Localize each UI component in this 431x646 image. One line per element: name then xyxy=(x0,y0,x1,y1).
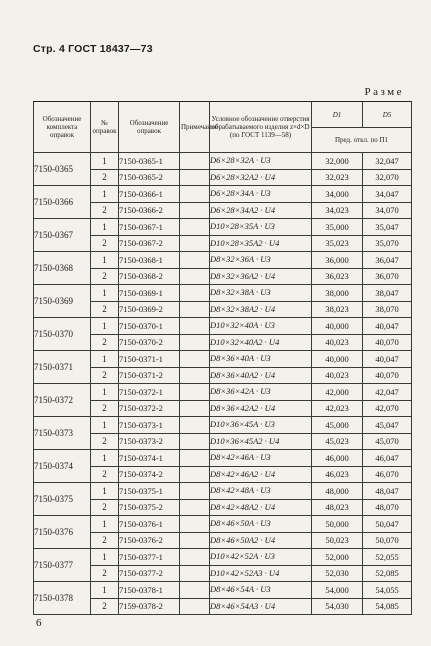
d1-value: 35,023 xyxy=(312,235,363,252)
d5-value: 54,055 xyxy=(363,582,412,599)
note-cell xyxy=(180,400,210,417)
note-cell xyxy=(180,351,210,368)
note-cell xyxy=(180,219,210,236)
table-row xyxy=(34,351,412,368)
d1-value: 46,000 xyxy=(312,450,363,467)
page-header: Стр. 4 ГОСТ 18437—73 xyxy=(33,43,153,55)
table-row xyxy=(34,582,412,599)
oprav-number: 2 xyxy=(91,202,119,219)
oprav-number: 2 xyxy=(91,367,119,384)
oprav-designation: 7150-0372-1 xyxy=(119,384,180,401)
note-cell xyxy=(180,532,210,549)
oprav-number: 2 xyxy=(91,301,119,318)
note-cell xyxy=(180,582,210,599)
set-cell: 7150-0378 xyxy=(34,582,91,615)
oprav-number: 2 xyxy=(91,598,119,615)
d1-value: 38,023 xyxy=(312,301,363,318)
hole-condition: D8×42×48A · U3 xyxy=(210,483,312,500)
col-header-condition: Условное обозначение отверстия обрабатываемого изделия z×d×D (по ГОСТ 1139—58) xyxy=(210,102,312,153)
hole-condition: D8×32×36A · U3 xyxy=(210,252,312,269)
oprav-designation: 7150-0365-1 xyxy=(119,153,180,170)
hole-condition: D8×42×46A2 · U4 xyxy=(210,466,312,483)
d5-value: 35,070 xyxy=(363,235,412,252)
table-row xyxy=(34,499,412,516)
note-cell xyxy=(180,549,210,566)
d5-value: 42,070 xyxy=(363,400,412,417)
d5-value: 32,070 xyxy=(363,169,412,186)
table-body xyxy=(34,153,412,615)
oprav-number: 1 xyxy=(91,549,119,566)
table-row xyxy=(34,285,412,302)
oprav-number: 1 xyxy=(91,417,119,434)
oprav-number: 2 xyxy=(91,565,119,582)
d5-value: 34,070 xyxy=(363,202,412,219)
note-cell xyxy=(180,466,210,483)
table-row xyxy=(34,450,412,467)
oprav-designation: 7150-0377-1 xyxy=(119,549,180,566)
d1-value: 34,023 xyxy=(312,202,363,219)
table-row xyxy=(34,153,412,170)
note-cell xyxy=(180,318,210,335)
d1-value: 42,000 xyxy=(312,384,363,401)
d5-value: 40,047 xyxy=(363,318,412,335)
note-cell xyxy=(180,598,210,615)
page-number: 6 xyxy=(36,617,42,629)
note-cell xyxy=(180,153,210,170)
table-row xyxy=(34,417,412,434)
oprav-number: 2 xyxy=(91,532,119,549)
d5-value: 35,047 xyxy=(363,219,412,236)
table-row xyxy=(34,334,412,351)
table-row xyxy=(34,433,412,450)
col-header-designation: Обозначение оправок xyxy=(119,102,180,153)
table-row xyxy=(34,252,412,269)
set-cell: 7150-0366 xyxy=(34,186,91,219)
hole-condition: D8×42×46A · U3 xyxy=(210,450,312,467)
oprav-designation: 7150-0372-2 xyxy=(119,400,180,417)
oprav-number: 1 xyxy=(91,219,119,236)
hole-condition: D6×28×32A2 · U4 xyxy=(210,169,312,186)
d1-value: 46,023 xyxy=(312,466,363,483)
col-header-d1: D1 xyxy=(312,102,363,128)
oprav-number: 1 xyxy=(91,483,119,500)
size-section-label: Разме xyxy=(364,86,404,98)
d5-value: 40,070 xyxy=(363,334,412,351)
oprav-designation: 7150-0375-1 xyxy=(119,483,180,500)
d1-value: 36,023 xyxy=(312,268,363,285)
table-row xyxy=(34,598,412,615)
table-row xyxy=(34,301,412,318)
set-cell: 7150-0365 xyxy=(34,153,91,186)
oprav-designation: 7150-0367-1 xyxy=(119,219,180,236)
note-cell xyxy=(180,417,210,434)
oprav-designation: 7150-0376-2 xyxy=(119,532,180,549)
d5-value: 40,070 xyxy=(363,367,412,384)
set-cell: 7150-0377 xyxy=(34,549,91,582)
d5-value: 45,047 xyxy=(363,417,412,434)
d1-value: 40,023 xyxy=(312,367,363,384)
d1-value: 34,000 xyxy=(312,186,363,203)
d5-value: 52,085 xyxy=(363,565,412,582)
oprav-designation: 7150-0370-2 xyxy=(119,334,180,351)
oprav-number: 2 xyxy=(91,169,119,186)
oprav-designation: 7150-0370-1 xyxy=(119,318,180,335)
hole-condition: D8×42×48A2 · U4 xyxy=(210,499,312,516)
hole-condition: D10×32×40A · U3 xyxy=(210,318,312,335)
d5-value: 46,070 xyxy=(363,466,412,483)
hole-condition: D10×42×52A · U3 xyxy=(210,549,312,566)
d5-value: 38,047 xyxy=(363,285,412,302)
oprav-number: 1 xyxy=(91,186,119,203)
d5-value: 42,047 xyxy=(363,384,412,401)
note-cell xyxy=(180,285,210,302)
oprav-designation: 7150-0376-1 xyxy=(119,516,180,533)
hole-condition: D10×42×52A3 · U4 xyxy=(210,565,312,582)
oprav-designation: 7150-0378-1 xyxy=(119,582,180,599)
note-cell xyxy=(180,384,210,401)
note-cell xyxy=(180,169,210,186)
oprav-number: 1 xyxy=(91,582,119,599)
table-row xyxy=(34,549,412,566)
note-cell xyxy=(180,301,210,318)
d5-value: 52,055 xyxy=(363,549,412,566)
hole-condition: D8×32×38A · U3 xyxy=(210,285,312,302)
d1-value: 35,000 xyxy=(312,219,363,236)
table-row xyxy=(34,532,412,549)
table-row xyxy=(34,466,412,483)
hole-condition: D8×46×54A3 · U4 xyxy=(210,598,312,615)
table-row xyxy=(34,186,412,203)
hole-condition: D8×46×54A · U3 xyxy=(210,582,312,599)
d5-value: 54,085 xyxy=(363,598,412,615)
note-cell xyxy=(180,516,210,533)
oprav-designation: 7159-0378-2 xyxy=(119,598,180,615)
oprav-designation: 7150-0377-2 xyxy=(119,565,180,582)
note-cell xyxy=(180,499,210,516)
oprav-designation: 7150-0369-1 xyxy=(119,285,180,302)
oprav-designation: 7150-0375-2 xyxy=(119,499,180,516)
d1-value: 40,023 xyxy=(312,334,363,351)
hole-condition: D6×28×34A2 · U4 xyxy=(210,202,312,219)
d1-value: 32,000 xyxy=(312,153,363,170)
set-cell: 7150-0371 xyxy=(34,351,91,384)
note-cell xyxy=(180,433,210,450)
oprav-designation: 7150-0374-2 xyxy=(119,466,180,483)
hole-condition: D8×36×42A · U3 xyxy=(210,384,312,401)
set-cell: 7150-0372 xyxy=(34,384,91,417)
table-row xyxy=(34,169,412,186)
table-row xyxy=(34,318,412,335)
set-cell: 7150-0370 xyxy=(34,318,91,351)
oprav-number: 1 xyxy=(91,384,119,401)
col-header-num: № оправок xyxy=(91,102,119,153)
d1-value: 32,023 xyxy=(312,169,363,186)
hole-condition: D8×32×38A2 · U4 xyxy=(210,301,312,318)
table-row xyxy=(34,202,412,219)
table-row xyxy=(34,565,412,582)
note-cell xyxy=(180,186,210,203)
d5-value: 45,070 xyxy=(363,433,412,450)
oprav-designation: 7150-0369-2 xyxy=(119,301,180,318)
oprav-number: 1 xyxy=(91,450,119,467)
hole-condition: D8×32×36A2 · U4 xyxy=(210,268,312,285)
hole-condition: D8×46×50A · U3 xyxy=(210,516,312,533)
table-row xyxy=(34,400,412,417)
mandrel-table xyxy=(33,101,412,615)
oprav-designation: 7150-0366-1 xyxy=(119,186,180,203)
col-header-tolerance: Пред. откл. по П1 xyxy=(312,128,412,153)
oprav-designation: 7150-0371-1 xyxy=(119,351,180,368)
set-cell: 7150-0373 xyxy=(34,417,91,450)
d5-value: 48,047 xyxy=(363,483,412,500)
d5-value: 50,070 xyxy=(363,532,412,549)
hole-condition: D8×36×40A2 · U4 xyxy=(210,367,312,384)
d5-value: 50,047 xyxy=(363,516,412,533)
d5-value: 36,047 xyxy=(363,252,412,269)
d1-value: 45,000 xyxy=(312,417,363,434)
oprav-number: 1 xyxy=(91,318,119,335)
oprav-designation: 7150-0367-2 xyxy=(119,235,180,252)
oprav-number: 1 xyxy=(91,285,119,302)
oprav-number: 2 xyxy=(91,433,119,450)
hole-condition: D10×32×40A2 · U4 xyxy=(210,334,312,351)
col-header-set: Обозначение комплекта оправок xyxy=(34,102,91,153)
oprav-number: 2 xyxy=(91,268,119,285)
d1-value: 48,023 xyxy=(312,499,363,516)
oprav-number: 2 xyxy=(91,235,119,252)
set-cell: 7150-0374 xyxy=(34,450,91,483)
set-cell: 7150-0368 xyxy=(34,252,91,285)
d1-value: 50,023 xyxy=(312,532,363,549)
d1-value: 40,000 xyxy=(312,351,363,368)
oprav-number: 1 xyxy=(91,516,119,533)
note-cell xyxy=(180,483,210,500)
note-cell xyxy=(180,202,210,219)
col-header-note: Примечание xyxy=(180,102,210,153)
col-header-d5: D5 xyxy=(363,102,412,128)
d5-value: 34,047 xyxy=(363,186,412,203)
oprav-number: 1 xyxy=(91,153,119,170)
d1-value: 45,023 xyxy=(312,433,363,450)
oprav-number: 1 xyxy=(91,252,119,269)
note-cell xyxy=(180,268,210,285)
note-cell xyxy=(180,252,210,269)
d1-value: 54,000 xyxy=(312,582,363,599)
set-cell: 7150-0375 xyxy=(34,483,91,516)
d5-value: 32,047 xyxy=(363,153,412,170)
hole-condition: D10×28×35A2 · U4 xyxy=(210,235,312,252)
table-row xyxy=(34,219,412,236)
hole-condition: D10×28×35A · U3 xyxy=(210,219,312,236)
d5-value: 36,070 xyxy=(363,268,412,285)
hole-condition: D10×36×45A2 · U4 xyxy=(210,433,312,450)
set-cell: 7150-0369 xyxy=(34,285,91,318)
note-cell xyxy=(180,367,210,384)
d1-value: 38,000 xyxy=(312,285,363,302)
oprav-number: 2 xyxy=(91,400,119,417)
oprav-designation: 7150-0368-1 xyxy=(119,252,180,269)
oprav-number: 2 xyxy=(91,466,119,483)
table-row xyxy=(34,367,412,384)
hole-condition: D6×28×34A · U3 xyxy=(210,186,312,203)
oprav-designation: 7150-0373-2 xyxy=(119,433,180,450)
oprav-designation: 7150-0366-2 xyxy=(119,202,180,219)
d1-value: 36,000 xyxy=(312,252,363,269)
d5-value: 46,047 xyxy=(363,450,412,467)
oprav-designation: 7150-0368-2 xyxy=(119,268,180,285)
hole-condition: D8×46×50A2 · U4 xyxy=(210,532,312,549)
note-cell xyxy=(180,334,210,351)
table-row xyxy=(34,268,412,285)
table-row xyxy=(34,235,412,252)
hole-condition: D8×36×42A2 · U4 xyxy=(210,400,312,417)
d1-value: 50,000 xyxy=(312,516,363,533)
oprav-number: 1 xyxy=(91,351,119,368)
table-row xyxy=(34,384,412,401)
oprav-number: 2 xyxy=(91,499,119,516)
set-cell: 7150-0376 xyxy=(34,516,91,549)
note-cell xyxy=(180,450,210,467)
hole-condition: D10×36×45A · U3 xyxy=(210,417,312,434)
oprav-designation: 7150-0374-1 xyxy=(119,450,180,467)
d1-value: 48,000 xyxy=(312,483,363,500)
d1-value: 52,030 xyxy=(312,565,363,582)
d5-value: 38,070 xyxy=(363,301,412,318)
d5-value: 48,070 xyxy=(363,499,412,516)
oprav-designation: 7150-0365-2 xyxy=(119,169,180,186)
note-cell xyxy=(180,565,210,582)
d1-value: 40,000 xyxy=(312,318,363,335)
d1-value: 42,023 xyxy=(312,400,363,417)
table-row xyxy=(34,483,412,500)
d1-value: 54,030 xyxy=(312,598,363,615)
d1-value: 52,000 xyxy=(312,549,363,566)
note-cell xyxy=(180,235,210,252)
hole-condition: D6×28×32A · U3 xyxy=(210,153,312,170)
hole-condition: D8×36×40A · U3 xyxy=(210,351,312,368)
set-cell: 7150-0367 xyxy=(34,219,91,252)
oprav-designation: 7150-0373-1 xyxy=(119,417,180,434)
d5-value: 40,047 xyxy=(363,351,412,368)
oprav-number: 2 xyxy=(91,334,119,351)
table-row xyxy=(34,516,412,533)
oprav-designation: 7150-0371-2 xyxy=(119,367,180,384)
